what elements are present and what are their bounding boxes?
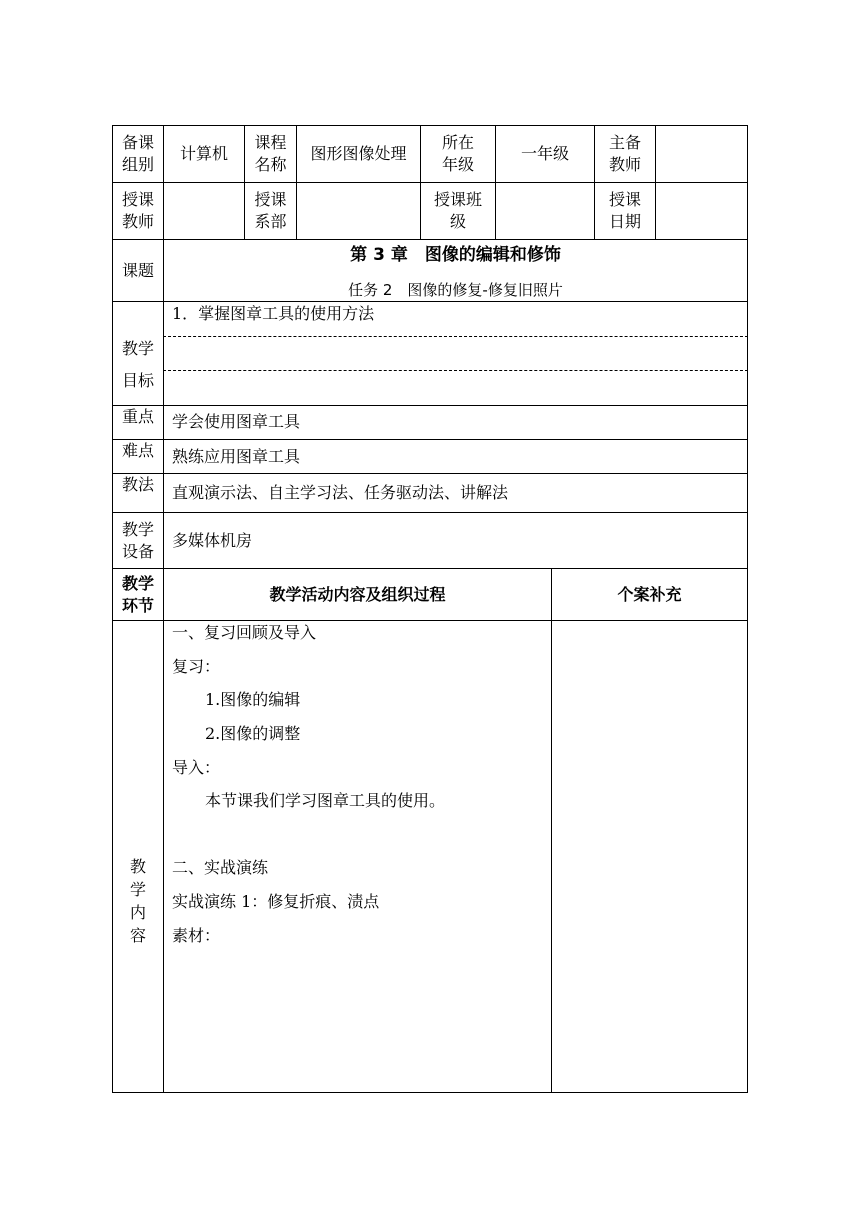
dept-value	[297, 183, 420, 239]
grade-value: 一年级	[520, 144, 569, 163]
row-divider	[112, 620, 748, 621]
objectives-label-line1: 教学	[121, 339, 154, 358]
objective-dashed-divider	[163, 336, 748, 337]
objective-dashed-divider	[163, 370, 748, 371]
equipment-value: 多媒体机房	[172, 531, 253, 550]
date-label: 授课 日期	[608, 190, 641, 231]
method-label: 教法	[121, 475, 154, 494]
course-value: 图形图像处理	[310, 144, 407, 163]
content-line: 1.图像的编辑	[205, 690, 301, 709]
course-label: 课程 名称	[254, 133, 287, 174]
row-divider	[112, 473, 748, 474]
objectives-label-line2: 目标	[121, 371, 154, 390]
difficulty-value: 熟练应用图章工具	[172, 447, 301, 466]
task-title: 任务 2 图像的修复-修复旧照片	[348, 281, 563, 299]
content-stage-char: 容	[129, 926, 146, 945]
lead-teacher-label: 主备 教师	[608, 133, 641, 174]
content-line: 一、复习回顾及导入	[172, 623, 317, 642]
content-line: 素材：	[172, 926, 221, 945]
dept-label: 授课 系部	[254, 190, 287, 231]
supplement-header: 个案补充	[617, 584, 682, 604]
lead-teacher-value	[656, 126, 747, 182]
chapter-title: 第 3 章 图像的编辑和修饰	[350, 245, 561, 265]
process-col-divider	[551, 568, 552, 1093]
date-value	[656, 183, 747, 239]
activity-header: 教学活动内容及组织过程	[269, 584, 446, 604]
group-value: 计算机	[179, 144, 228, 163]
content-line: 本节课我们学习图章工具的使用。	[205, 791, 446, 810]
content-stage-label	[113, 855, 163, 947]
table-border-right	[747, 125, 748, 1093]
content-line: 导入：	[172, 758, 221, 777]
class-label: 授课班 级	[433, 190, 482, 231]
content-stage-char: 内	[129, 903, 146, 922]
content-line: 二、实战演练	[172, 858, 269, 877]
grade-label: 所在 年级	[441, 133, 474, 174]
key-point-label: 重点	[121, 407, 154, 426]
table-border-bottom	[112, 1092, 748, 1093]
content-line: 复习：	[172, 657, 221, 676]
row-divider	[112, 512, 748, 513]
difficulty-label: 难点	[121, 441, 154, 460]
row-divider	[112, 239, 748, 240]
topic-label: 课题	[121, 260, 154, 280]
group-label: 备课 组别	[121, 133, 154, 174]
teacher-label: 授课 教师	[121, 190, 154, 231]
equipment-label: 教学 设备	[121, 519, 154, 561]
row-divider	[112, 439, 748, 440]
key-point-value: 学会使用图章工具	[172, 412, 301, 431]
content-line: 2.图像的调整	[205, 724, 301, 743]
content-stage-char: 学	[129, 880, 146, 899]
teacher-value	[164, 183, 244, 239]
stage-header: 教学 环节	[121, 573, 154, 615]
method-value: 直观演示法、自主学习法、任务驱动法、讲解法	[172, 483, 509, 502]
row-divider	[112, 301, 748, 302]
content-line: 实战演练 1：修复折痕、渍点	[172, 892, 380, 911]
row-divider	[112, 405, 748, 406]
objective-item: 1．掌握图章工具的使用方法	[172, 304, 375, 323]
class-value	[496, 183, 594, 239]
content-stage-char: 教	[129, 857, 146, 876]
